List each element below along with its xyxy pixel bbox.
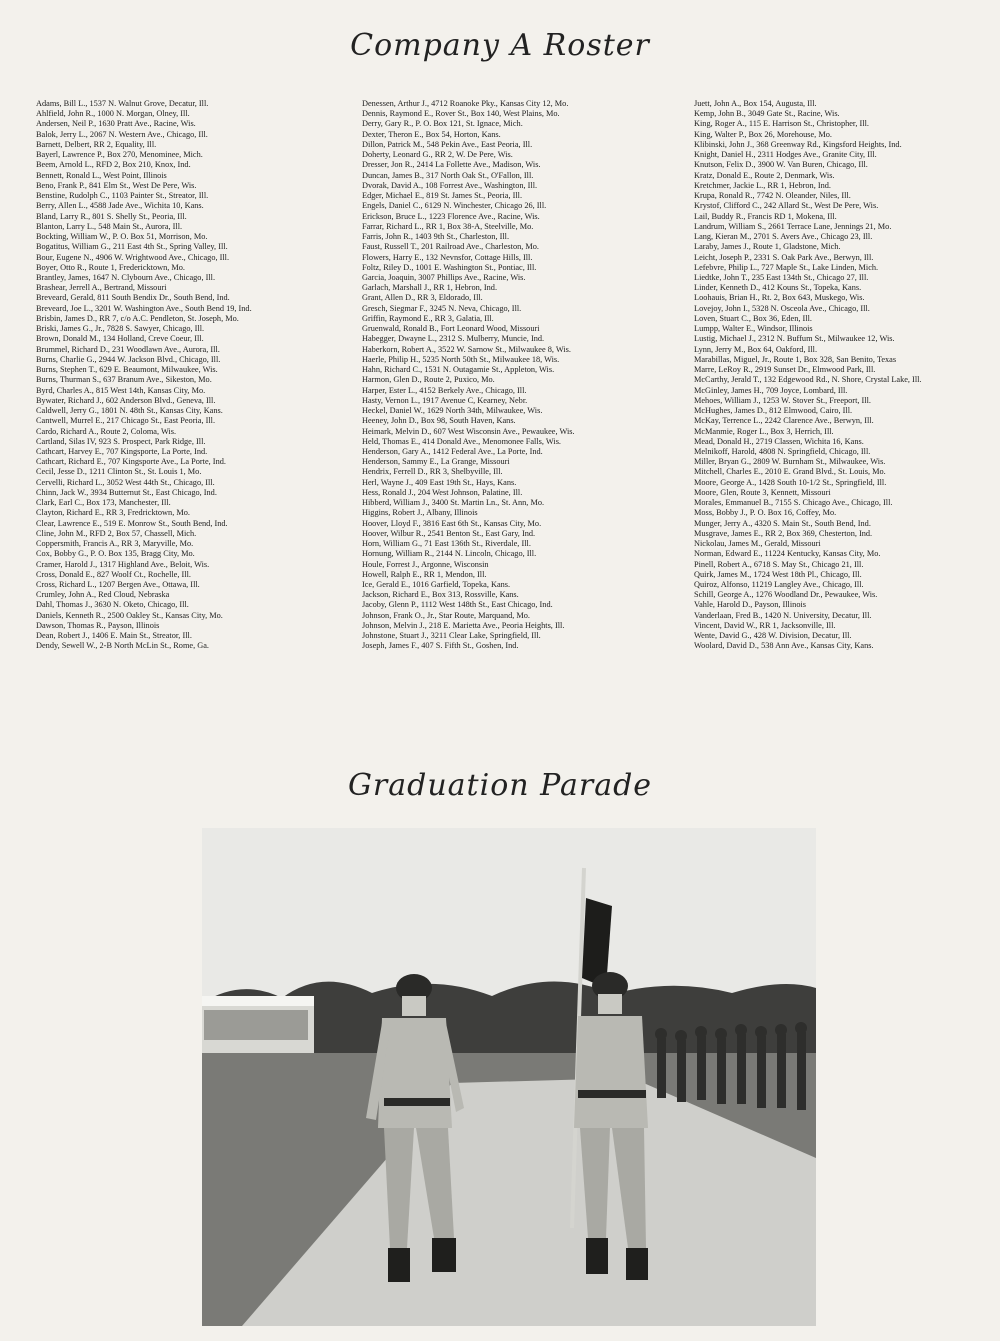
roster-entry: Burns, Charlie G., 2944 W. Jackson Blvd., Chicago, Ill. [36, 354, 221, 364]
roster-entry: Brantley, James, 1647 N. Clybourn Ave., Chicago, Ill. [36, 272, 216, 282]
roster-entry: Griffin, Raymond E., RR 3, Galatia, Ill. [362, 313, 494, 323]
roster-entry: Briski, James G., Jr., 7828 S. Sawyer, Chicago, Ill. [36, 324, 205, 334]
roster-entry: Crumley, John A., Red Cloud, Nebraska [36, 590, 170, 600]
roster-entry: Hahn, Richard C., 1531 N. Outagamie St., Appleton, Wis. [362, 365, 555, 375]
roster-entry: Heckel, Daniel W., 1629 North 34th, Milwaukee, Wis. [362, 406, 543, 416]
roster-entry: Bogatitus, William G., 211 East 4th St., Spring Valley, Ill. [36, 242, 228, 252]
roster-entry: McKay, Terrence L., 2242 Clarence Ave., Berwyn, Ill. [694, 416, 874, 426]
roster-entry: Heeney, John D., Box 98, South Haven, Kans. [362, 416, 516, 426]
roster-entry: Johnstone, Stuart J., 3211 Clear Lake, Springfield, Ill. [362, 631, 541, 641]
roster-entry: Morales, Emmanuel B., 7155 S. Chicago Ave., Chicago, Ill. [694, 498, 893, 508]
roster-entry: Mehoes, William J., 1253 W. Stover St., Freeport, Ill. [694, 395, 871, 405]
roster-entry: Hornung, William R., 2144 N. Lincoln, Chicago, Ill. [362, 549, 537, 559]
roster-entry: Cross, Richard L., 1207 Bergen Ave., Ottawa, Ill. [36, 580, 200, 590]
roster-entry: McGinley, James H., 709 Joyce, Lombard, Ill. [694, 385, 848, 395]
roster-entry: Moss, Bobby J., P. O. Box 16, Coffey, Mo. [694, 508, 837, 518]
roster-entry: Adams, Bill L., 1537 N. Walnut Grove, Decatur, Ill. [36, 99, 209, 108]
roster-column-3 [694, 99, 994, 652]
roster-entry: Erickson, Bruce L., 1223 Florence Ave., Racine, Wis. [362, 211, 540, 221]
roster-entry: Edger, Michael E., 819 St. James St., Peoria, Ill. [362, 191, 523, 201]
roster-entry: Farris, John R., 1403 9th St., Charleston, Ill. [362, 232, 510, 242]
roster-entry: Dawson, Thomas R., Payson, Illinois [36, 620, 160, 630]
roster-entry: King, Roger A., 115 E. Harrison St., Christopher, Ill. [694, 119, 869, 129]
roster-entry: Pinell, Robert A., 6718 S. May St., Chicago 21, Ill. [694, 559, 864, 569]
roster-entry: Hibberd, William J., 3400 St. Martin Ln., St. Ann, Mo. [362, 498, 545, 508]
roster-entry: Burns, Thurman S., 637 Branum Ave., Sikeston, Mo. [36, 375, 212, 385]
roster-entry: Cox, Bobby G., P. O. Box 135, Bragg City, Mo. [36, 549, 195, 559]
roster-entry: Dvorak, David A., 108 Forrest Ave., Washington, Ill. [362, 180, 538, 190]
roster-entry: Mitchell, Charles E., 2010 E. Grand Blvd., St. Louis, Mo. [694, 467, 886, 477]
roster-entry: Musgrave, James E., RR 2, Box 369, Chesterton, Ind. [694, 528, 873, 538]
roster-entry: Joseph, James F., 407 S. Fifth St., Goshen, Ind. [362, 641, 519, 651]
roster-entry: Moore, Glen, Route 3, Kennett, Missouri [694, 487, 831, 497]
roster-entry: Marabillas, Miguel, Jr., Route 1, Box 328, San Benito, Texas [694, 354, 897, 364]
roster-entry: Dahl, Thomas J., 3630 N. Oketo, Chicago, Ill. [36, 600, 189, 610]
roster-entry: Vanderlaan, Fred B., 1420 N. University, Decatur, Ill. [694, 610, 872, 620]
roster-column-1 [36, 99, 354, 652]
roster-entry: Krupa, Ronald R., 7742 N. Oleander, Niles, Ill. [694, 191, 851, 201]
roster-entry: McCarthy, Jerald T., 132 Edgewood Rd., N. Shore, Crystal Lake, Ill. [694, 375, 922, 385]
roster-entry: Nickolau, James M., Gerald, Missouri [694, 539, 821, 549]
roster-entry: Bland, Larry R., 801 S. Shelly St., Peoria, Ill. [36, 211, 187, 221]
roster-entry: Johnson, Frank O., Jr., Star Route, Marquand, Mo. [362, 610, 531, 620]
roster-entry: Lumpp, Walter E., Windsor, Illinois [694, 324, 813, 334]
roster-entry: Benstine, Rudolph C., 1103 Painter St., Streator, Ill. [36, 191, 209, 201]
roster-entry: Johnson, Melvin J., 218 E. Marietta Ave., Peoria Heights, Ill. [362, 620, 565, 630]
graduation-parade-photo [202, 828, 816, 1326]
roster-entry: Ahlfield, John R., 1000 N. Morgan, Olney, Ill. [36, 109, 190, 119]
roster-entry: Clark, Earl C., Box 173, Manchester, Ill. [36, 498, 171, 508]
roster-entry: Held, Thomas E., 414 Donald Ave., Menomonee Falls, Wis. [362, 436, 561, 446]
roster-entry: Dennis, Raymond E., Rover St., Box 140, West Plains, Mo. [362, 109, 560, 119]
roster-entry: Quiroz, Alfonso, 11219 Langley Ave., Chicago, Ill. [694, 580, 864, 590]
roster-entry: Miller, Bryan G., 2809 W. Burnham St., Milwaukee, Wis. [694, 457, 886, 467]
roster-entry: Dexter, Theron E., Box 54, Horton, Kans. [362, 129, 501, 139]
roster-entry: Ice, Gerald E., 1016 Garfield, Topeka, Kans. [362, 580, 511, 590]
roster-entry: Laraby, James J., Route 1, Gladstone, Mich. [694, 242, 841, 252]
roster-entry: Beno, Frank P., 841 Elm St., West De Pere, Wis. [36, 180, 197, 190]
roster-entry: Breveard, Gerald, 811 South Bendix Dr., South Bend, Ind. [36, 293, 230, 303]
roster-entry: Henderson, Sammy E., La Grange, Missouri [362, 457, 510, 467]
roster-entry: Brown, Donald M., 134 Holland, Creve Coeur, Ill. [36, 334, 204, 344]
roster-entry: Munger, Jerry A., 4320 S. Main St., South Bend, Ind. [694, 518, 871, 528]
parade-illustration [202, 828, 816, 1326]
roster-entry: Cardo, Richard A., Route 2, Coloma, Wis. [36, 426, 177, 436]
roster-entry: Bywater, Richard J., 602 Anderson Blvd., Geneva, Ill. [36, 395, 216, 405]
roster-entry: Byrd, Charles A., 815 West 14th, Kansas City, Mo. [36, 385, 206, 395]
roster-entry: Herl, Wayne J., 409 East 19th St., Hays, Kans. [362, 477, 517, 487]
roster-entry: McManmie, Roger L., Box 3, Herrich, Ill. [694, 426, 834, 436]
roster-entry: Cathcart, Harvey E., 707 Kingsporte, La Porte, Ind. [36, 446, 208, 456]
roster-entry: King, Walter P., Box 26, Morehouse, Mo. [694, 129, 832, 139]
roster-entry: Andersen, Neil P., 1630 Pratt Ave., Racine, Wis. [36, 119, 196, 129]
roster-entry: Blanton, Larry L., 548 Main St., Aurora, Ill. [36, 221, 183, 231]
roster-entry: Kratz, Donald E., Route 2, Denmark, Wis. [694, 170, 835, 180]
roster-entry: Howell, Ralph E., RR 1, Mendon, Ill. [362, 569, 487, 579]
roster-entry: Hess, Ronald J., 204 West Johnson, Palatine, Ill. [362, 487, 523, 497]
roster-entry: Balok, Jerry L., 2067 N. Western Ave., Chicago, Ill. [36, 129, 208, 139]
roster-entry: Clayton, Richard E., RR 3, Fredricktown, Mo. [36, 508, 190, 518]
page-title: Company A Roster [350, 28, 650, 63]
roster-entry: Farrar, Richard L., RR 1, Box 38-A, Steelville, Mo. [362, 221, 534, 231]
roster-entry: Landrum, William S., 2661 Terrace Lane, Jennings 21, Mo. [694, 221, 892, 231]
roster-entry: Brashear, Jerrell A., Bertrand, Missouri [36, 283, 167, 293]
roster-entry: Cecil, Jesse D., 1211 Clinton St., St. Louis 1, Mo. [36, 467, 202, 477]
roster-entry: Lang, Kieran M., 2701 S. Avers Ave., Chicago 23, Ill. [694, 232, 873, 242]
roster-entry: Krystof, Clifford C., 242 Allard St., West De Pere, Wis. [694, 201, 879, 211]
roster-entry: Grant, Allen D., RR 3, Eldorado, Ill. [362, 293, 483, 303]
roster-entry: Dendy, Sewell W., 2-B North McLin St., Rome, Ga. [36, 641, 209, 651]
roster-entry: Cramer, Harold J., 1317 Highland Ave., Beloit, Wis. [36, 559, 210, 569]
roster-entry: Hasty, Vernon L., 1917 Avenue C, Kearney, Nebr. [362, 395, 528, 405]
section-title: Graduation Parade [347, 768, 653, 803]
roster-entry: Vincent, David W., RR 1, Jacksonville, Ill. [694, 620, 836, 630]
roster-entry: Lovejoy, John I., 5328 N. Osceola Ave., Chicago, Ill. [694, 303, 870, 313]
roster-entry: Clear, Lawrence E., 519 E. Monrow St., South Bend, Ind. [36, 518, 228, 528]
roster-entry: Doherty, Leonard G., RR 2, W. De Pere, Wis. [362, 150, 513, 160]
roster-entry: Boyer, Otto R., Route 1, Fredericktown, Mo. [36, 262, 185, 272]
roster-entry: Cathcart, Richard E., 707 Kingsporte Ave., La Porte, Ind. [36, 457, 226, 467]
roster-entry: Dean, Robert J., 1406 E. Main St., Streator, Ill. [36, 631, 192, 641]
roster-entry: Henderson, Gary A., 1412 Federal Ave., La Porte, Ind. [362, 446, 543, 456]
roster-entry: Lefebvre, Philip L., 727 Maple St., Lake Linden, Mich. [694, 262, 879, 272]
roster-entry: Harmon, Glen D., Route 2, Puxico, Mo. [362, 375, 495, 385]
roster-entry: Heimark, Melvin D., 607 West Wisconsin Ave., Pewaukee, Wis. [362, 426, 575, 436]
roster-column-2 [362, 99, 688, 652]
roster-entry: Bennett, Ronald L., West Point, Illinois [36, 170, 167, 180]
roster-entry: Faust, Russell T., 201 Railroad Ave., Charleston, Mo. [362, 242, 539, 252]
roster-entry: Cartland, Silas IV, 923 S. Prospect, Park Ridge, Ill. [36, 436, 206, 446]
roster-entry: Cantwell, Murrel E., 217 Chicago St., East Peoria, Ill. [36, 416, 216, 426]
roster-entry: Habegger, Dwayne L., 2312 S. Mulberry, Muncie, Ind. [362, 334, 545, 344]
roster-entry: Brisbin, James D., RR 7, c/o A.C. Pendleton, St. Joseph, Mo. [36, 313, 239, 323]
roster-entry: Coppersmith, Francis A., RR 3, Maryville, Mo. [36, 539, 194, 549]
roster-entry: Foltz, Riley D., 1001 E. Washington St., Pontiac, Ill. [362, 262, 537, 272]
roster-entry: Moore, George A., 1428 South 10-1/2 St., Springfield, Ill. [694, 477, 887, 487]
roster-entry: Bayerl, Lawrence P., Box 270, Menominee, Mich. [36, 150, 203, 160]
roster-entry: Knight, Daniel H., 2311 Hodges Ave., Granite City, Ill. [694, 150, 877, 160]
roster-entry: Marre, LeRoy R., 2919 Sunset Dr., Elmwood Park, Ill. [694, 365, 876, 375]
roster-entry: Flowers, Harry E., 132 Nevnsfor, Cottage Hills, Ill. [362, 252, 533, 262]
roster-entry: Chinn, Jack W., 3934 Butternut St., East Chicago, Ind. [36, 487, 217, 497]
roster-entry: Linder, Kenneth D., 412 Kouns St., Topeka, Kans. [694, 283, 862, 293]
roster-entry: Bockting, William W., P. O. Box 51, Morrison, Mo. [36, 232, 208, 242]
roster-entry: Barnett, Delbert, RR 2, Equality, Ill. [36, 139, 157, 149]
roster-entry: Knutson, Felix D., 3900 W. Van Buren, Chicago, Ill. [694, 160, 868, 170]
roster-entry: Gresch, Siegmar F., 3245 N. Neva, Chicago, Ill. [362, 303, 522, 313]
roster-entry: Dillon, Patrick M., 548 Pekin Ave., East Peoria, Ill. [362, 139, 533, 149]
roster-entry: Gruenwald, Ronald B., Fort Leonard Wood, Missouri [362, 324, 540, 334]
roster-entry: Liedtke, John T., 235 East 134th St., Chicago 27, Ill. [694, 272, 869, 282]
roster-entry: Hoover, Wilbur R., 2541 Benton St., East Gary, Ind. [362, 528, 536, 538]
roster-entry: Engels, Daniel C., 6129 N. Winchester, Chicago 26, Ill. [362, 201, 547, 211]
roster-entry: Dresser, Jon R., 2414 La Follette Ave., Madison, Wis. [362, 160, 541, 170]
roster-entry: Harper, Ester L., 4152 Berkely Ave., Chicago, Ill. [362, 385, 527, 395]
roster-entry: Lail, Buddy R., Francis RD 1, Mokena, Ill. [694, 211, 837, 221]
roster-entry: Melnikoff, Harold, 4808 N. Springfield, Chicago, Ill. [694, 446, 871, 456]
roster-entry: Garlach, Marshall J., RR 1, Hebron, Ind. [362, 283, 498, 293]
roster-entry: Jacoby, Glenn P., 1112 West 148th St., East Chicago, Ind. [362, 600, 553, 610]
roster-entry: Leicht, Joseph P., 2331 S. Oak Park Ave., Berwyn, Ill. [694, 252, 874, 262]
roster-entry: Woolard, David D., 538 Ann Ave., Kansas City, Kans. [694, 641, 874, 651]
roster-entry: Loohauis, Brian H., Rt. 2, Box 643, Muskego, Wis. [694, 293, 865, 303]
roster-entry: Cervelli, Richard L., 3052 West 44th St., Chicago, Ill. [36, 477, 215, 487]
roster-entry: Burns, Stephen T., 629 E. Beaumont, Milwaukee, Wis. [36, 365, 218, 375]
roster-entry: Hoover, Lloyd F., 3816 East 6th St., Kansas City, Mo. [362, 518, 542, 528]
roster-entry: Derry, Gary R., P. O. Box 121, St. Ignace, Mich. [362, 119, 523, 129]
roster-entry: Schill, George A., 1276 Woodland Dr., Pewaukee, Wis. [694, 590, 878, 600]
roster-entry: Lustig, Michael J., 2312 N. Buffum St., Milwaukee 12, Wis. [694, 334, 895, 344]
roster-entry: Beem, Arnold L., RFD 2, Box 210, Knox, Ind. [36, 160, 191, 170]
roster-entry: Breveard, Joe L., 3201 W. Washington Ave., South Bend 19, Ind. [36, 303, 252, 313]
roster-entry: Haberkorn, Robert A., 3522 W. Sarnow St., Milwaukee 8, Wis. [362, 344, 571, 354]
roster-entry: Norman, Edward E., 11224 Kentucky, Kansas City, Mo. [694, 549, 881, 559]
roster-entry: Klibinski, John J., 368 Greenway Rd., Kingsford Heights, Ind. [694, 139, 902, 149]
roster-entry: Hendrix, Ferrell D., RR 3, Shelbyville, Ill. [362, 467, 503, 477]
roster-entry: Bour, Eugene N., 4906 W. Wrightwood Ave., Chicago, Ill. [36, 252, 230, 262]
roster-entry: Haerle, Philip H., 5235 North 50th St., Milwaukee 18, Wis. [362, 354, 560, 364]
roster-entry: Cline, John M., RFD 2, Box 57, Chassell, Mich. [36, 528, 197, 538]
roster-entry: Mead, Donald H., 2719 Classen, Wichita 16, Kans. [694, 436, 864, 446]
roster-entry: Higgins, Robert J., Albany, Illinois [362, 508, 478, 518]
roster-entry: Vahle, Harold D., Payson, Illinois [694, 600, 806, 610]
roster-entry: Daniels, Kenneth R., 2500 Oakley St., Kansas City, Mo. [36, 610, 223, 620]
roster-entry: Cross, Donald E., 827 Woolf Ct., Rochelle, Ill. [36, 569, 191, 579]
roster-entry: Juett, John A., Box 154, Augusta, Ill. [694, 99, 817, 108]
roster-entry: Lynn, Jerry M., Box 64, Oakford, Ill. [694, 344, 818, 354]
roster-entry: Wente, David G., 428 W. Division, Decatur, Ill. [694, 631, 852, 641]
roster-entry: Brummel, Richard D., 231 Woodlawn Ave., Aurora, Ill. [36, 344, 220, 354]
roster-entry: Jackson, Richard E., Box 313, Rossville, Kans. [362, 590, 519, 600]
roster-entry: Duncan, James B., 317 North Oak St., O'Fallon, Ill. [362, 170, 534, 180]
roster-entry: Kretchmer, Jackie L., RR 1, Hebron, Ind. [694, 180, 831, 190]
roster-entry: Caldwell, Jerry G., 1801 N. 48th St., Kansas City, Kans. [36, 406, 223, 416]
roster-entry: Horn, William G., 71 East 136th St., Riverdale, Ill. [362, 539, 531, 549]
roster-entry: Quirk, James M., 1724 West 18th Pl., Chicago, Ill. [694, 569, 862, 579]
roster-entry: Loven, Stuart C., Box 36, Eden, Ill. [694, 313, 812, 323]
roster-entry: Kemp, John B., 3049 Gate St., Racine, Wis. [694, 109, 840, 119]
roster-entry: Denessen, Arthur J., 4712 Roanoke Pky., Kansas City 12, Mo. [362, 99, 569, 108]
roster-entry: Houle, Forrest J., Argonne, Wisconsin [362, 559, 489, 569]
roster-entry: Garcia, Joaquin, 3007 Phillips Ave., Racine, Wis. [362, 272, 526, 282]
roster-entry: McHughes, James D., 812 Elmwood, Cairo, Ill. [694, 406, 853, 416]
roster-entry: Berry, Allen L., 4588 Jade Ave., Wichita 10, Kans. [36, 201, 204, 211]
